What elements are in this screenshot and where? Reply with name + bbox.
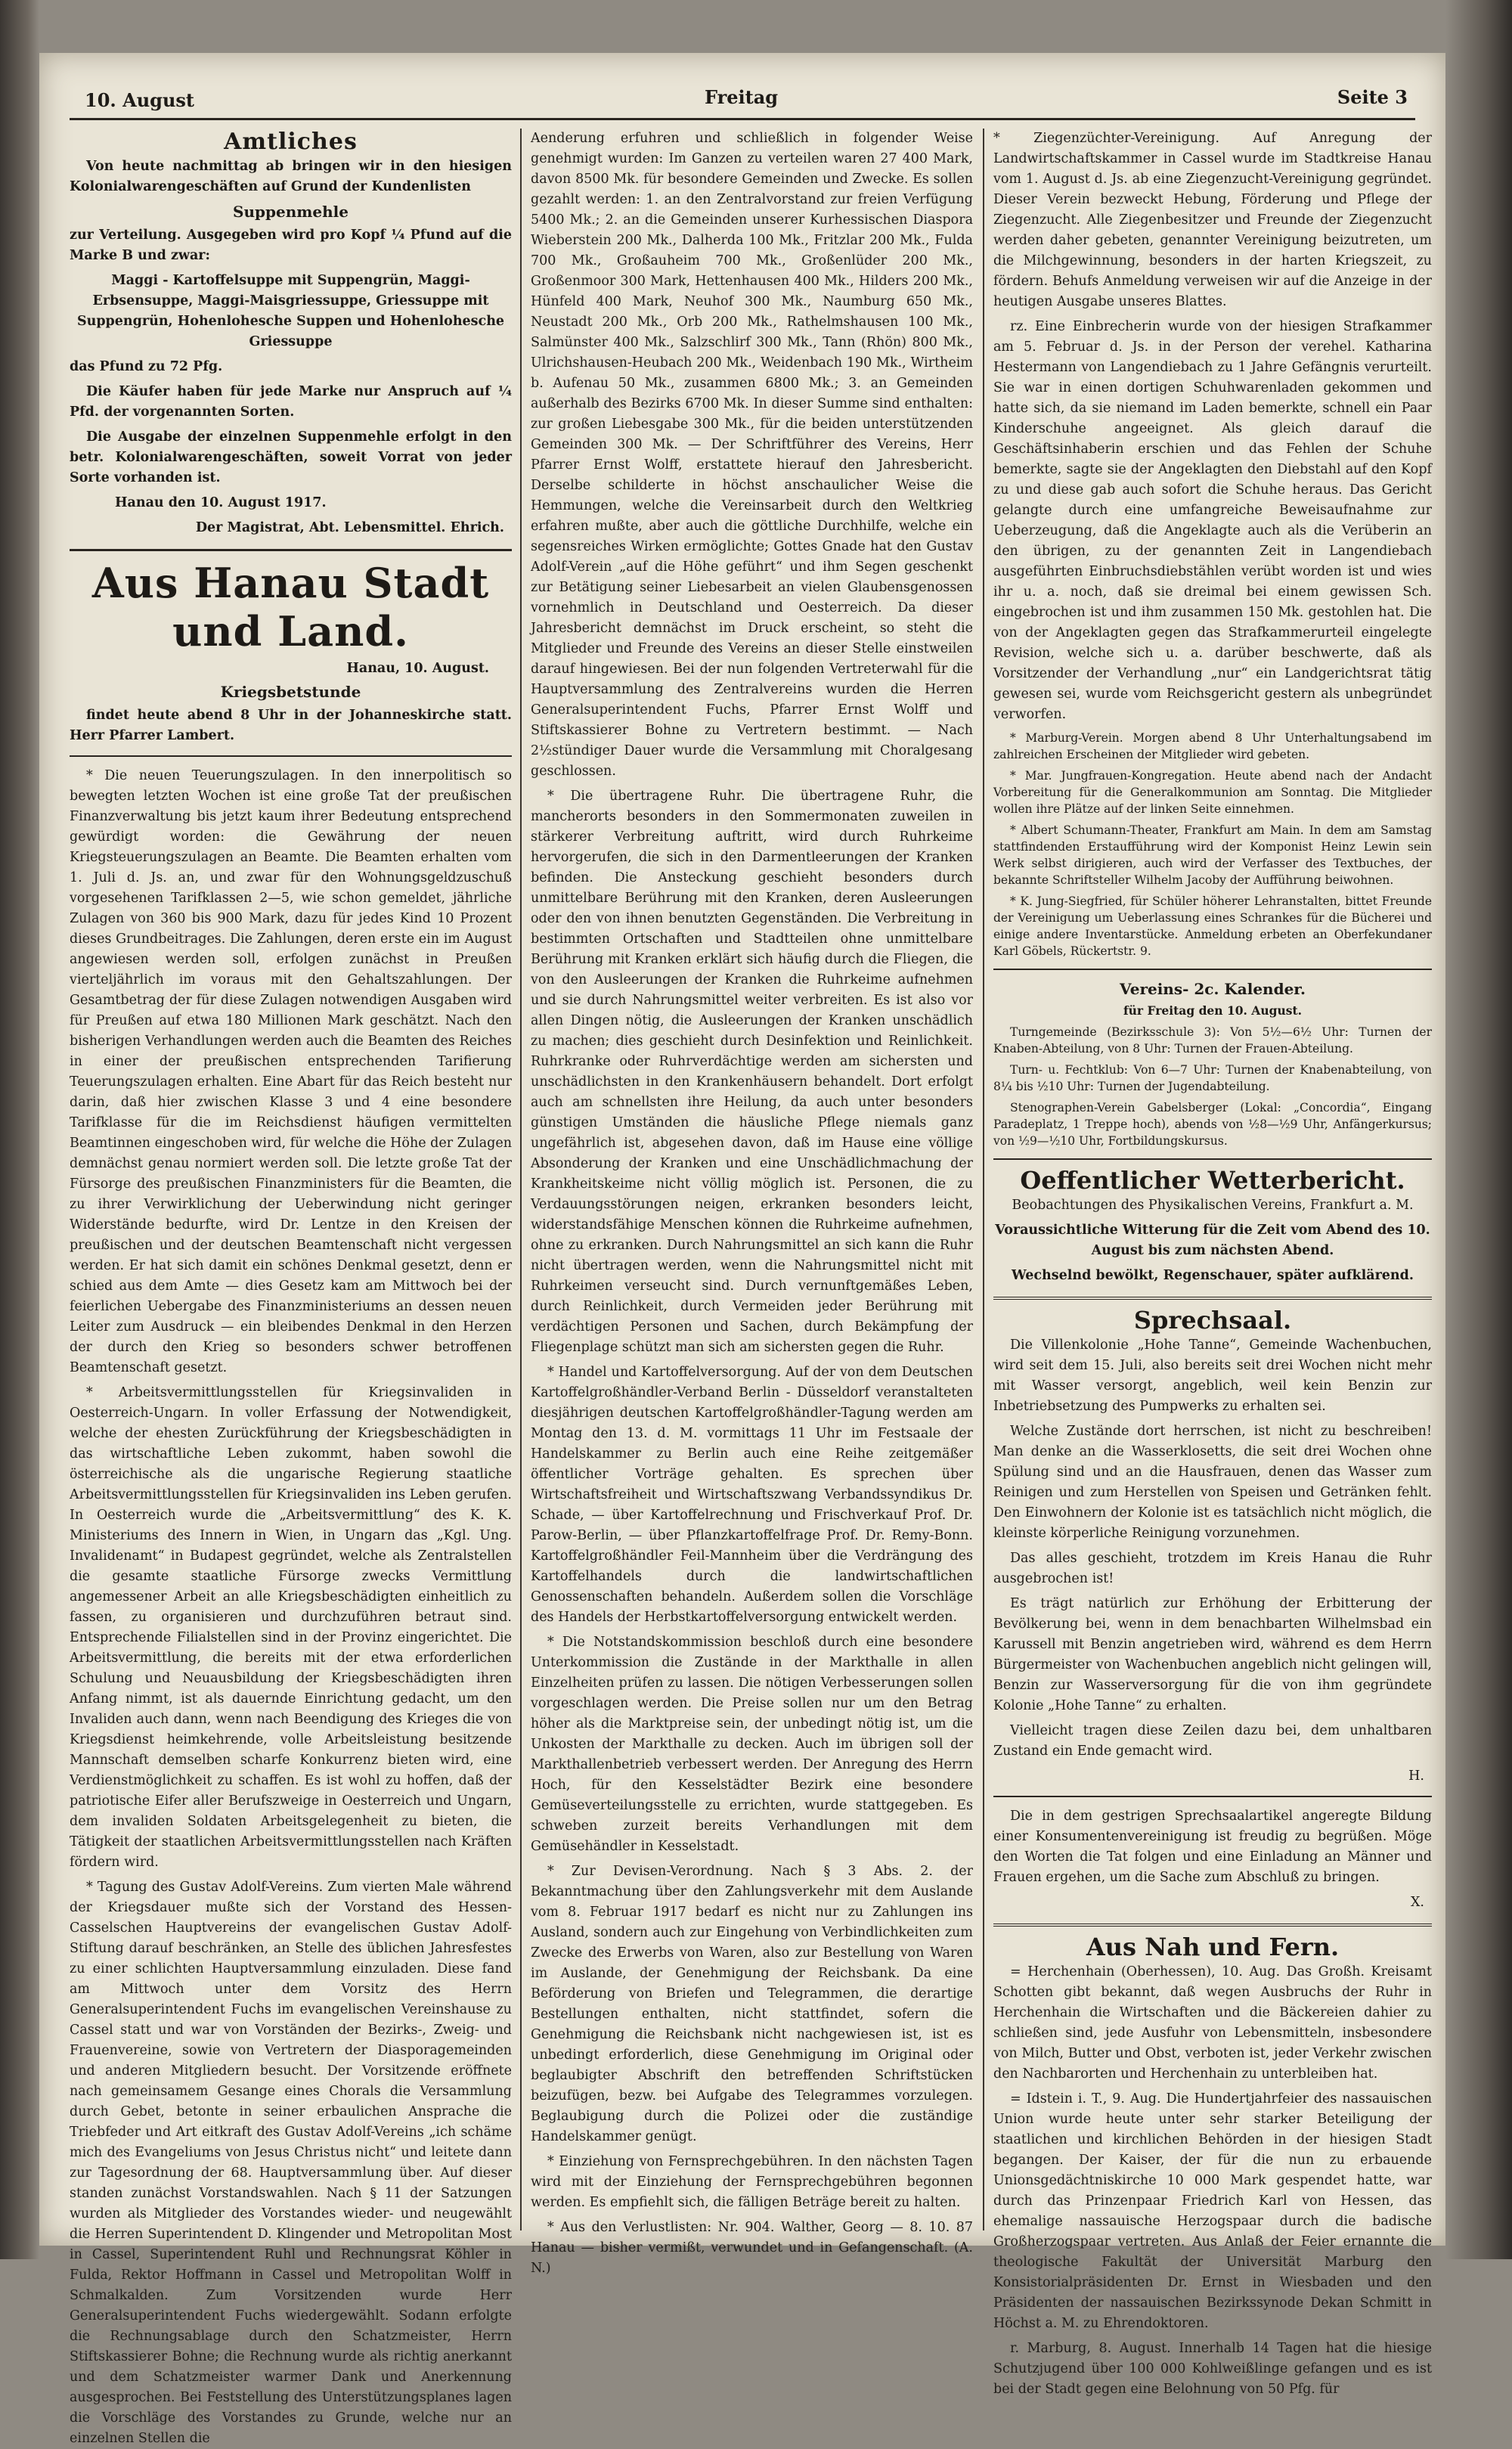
article-paragraph: * Albert Schumann-Theater, Frankfurt am Main. In dem am Samstag stattfindenden Erstaufführung wird der Komponist Heinz Lewin sein Werk selbst dirigieren, auch wird der Verfasser des Textbuches, der bekannte Schriftsteller Wilhelm Jacoby der Aufführung beiwohnen.	[993, 823, 1432, 887]
scan-gutter-right	[1445, 0, 1512, 2259]
column-3	[993, 129, 1432, 2397]
article-paragraph: rz. Eine Einbrecherin wurde von der hiesigen Strafkammer am 5. Februar d. Js. in der Person der verehel. Katharina Hestermann von Langendiebach zu 1 Jahre Gefängnis verurteilt. Sie war in einen dortigen Schuhwarenladen gekommen und hatte sich, da sie niemand im Laden bemerkte, schnell ein Paar Kinderschuhe angeeignet. Als gleich darauf die Geschäftsinhaberin erschien und das Fehlen der Schuhe bemerkte, sagte sie der Angeklagten den Diebstahl auf den Kopf zu und diese gab auch sofort die Schuhe heraus. Das Gericht gelangte durch eine umfangreiche Beweisaufnahme zur Ueberzeugung, daß die Angeklagte auch als die Verüberin an den übrigen, zu der genannten Zeit in Langendiebach ausgeführten Einbruchsdiebstählen verübt worden ist und wies ihr u. a. noch, daß sie dreimal bei einem gewissen Sch. eingebrochen ist und ihm zusammen 150 Mk. gestohlen hat. Die von der Angeklagten gegen das Strafkammerurteil eingelegte Revision, welche sich u. a. darüber beschwerte, daß als Vorsitzender der Verhandlung „nur“ ein Landgerichtsrat tätig gewesen sei, wurde vom Reichsgericht gestern als unbegründet verworfen.	[993, 319, 1432, 722]
article-paragraph: * Einziehung von Fernsprechgebühren. In den nächsten Tagen wird mit der Einziehung der Fernsprechgebühren begonnen werden. Es empfiehlt sich, die fälligen Beträge bereit zu halten.	[531, 2154, 973, 2210]
kalender-entry: Stenographen-Verein Gabelsberger (Lokal: „Concordia“, Eingang Paradeplatz, 1 Treppe hoch), abends von ½8—½9 Uhr, Anfängerkursus; von ½9—½10 Uhr, Fortbildungskursus.	[993, 1101, 1432, 1148]
article-paragraph: * Die Notstandskommission beschloß durch eine besondere Unterkommission die Zustände in der Markthalle in allen Einzelheiten prüfen zu lassen. Die nötigen Verbesserungen sollen vorgeschlagen werden. Die Preise sollen nur um den Betrag höher als die Marktpreise sein, der unbedingt nötig ist, um die Unkosten der Markthalle zu decken. Auch im übrigen soll der Markthallenbetrieb verbessert werden. Der Anregung des Herrn Hoch, für den Kesselstädter Bezirk eine besondere Gemüseverteilungsstelle zu errichten, wurde stattgegeben. Es schweben zurzeit bereits Verhandlungen mit dem Gemüsehändler in Kesselstadt.	[531, 1635, 973, 1854]
scan-gutter-left	[0, 0, 39, 2259]
newspaper-page	[39, 53, 1445, 2446]
article-paragraph: * Tagung des Gustav Adolf-Vereins. Zum vierten Male während der Kriegsdauer mußte sich der Vorstand des Hessen-Casselschen Hauptvereins der evangelischen Gustav Adolf-Stiftung darauf beschränken, an Stelle des üblichen Jahresfestes zu einer schlichten Hauptversammlung einzuladen. Diese fand am Mittwoch unter dem Vorsitz des Herrn Generalsuperintendent Fuchs im evangelischen Vereinshause zu Cassel statt und war von Vorständen der Bezirks-, Zweig- und Frauenvereine, sowie von Vertretern der Diasporagemeinden und anderen Mitgliedern besucht. Der Vorsitzende eröffnete nach gemeinsamem Gesange eines Chorals die Versammlung durch Gebet, betonte in seiner erbaulichen Ansprache die Triebfeder und Art eitkraft des Gustav Adolf-Vereins „ich schäme mich des Evangeliums von Jesus Christus nicht“ und leitete dann zur Tagesordnung der 68. Hauptversammlung über. Auf dieser standen zunächst Vorstandswahlen. Nach § 11 der Satzungen wurden als Mitglieder des Vorstandes wieder- und neugewählt die Herren Superintendent D. Klingender und Metropolitan Most in Cassel, Superintendent Ruhl und Rechnungsrat Köhler in Fulda, Rektor Hoffmann in Cassel und Metropolitan Wolff in Schmalkalden. Zum Vorsitzenden wurde Herr Generalsuperintendent Fuchs wiedergewählt. Sodann erfolgte die Rechnungsablage durch den Schatzmeister, Herrn Stiftskassierer Bohne; die Rechnung wurde als richtig anerkannt und dem Schatzmeister warmer Dank und Anerkennung ausgesprochen. Bei Feststellung des Unterstützungsplanes lagen die Vorschläge des Vorstandes zu Grunde, welche nur an einzelnen Stellen die	[70, 1880, 512, 2446]
divider	[993, 1924, 1432, 1927]
article-paragraph: Die Käufer haben für jede Marke nur Anspruch auf ¼ Pfd. der vorgenannten Sorten.	[70, 384, 512, 420]
article-heading: Kriegsbetstunde	[220, 683, 361, 701]
kalender-date: für Freitag den 10. August.	[1123, 1003, 1302, 1018]
notice-date: Hanau den 10. August 1917.	[115, 495, 327, 510]
signature: H.	[1408, 1769, 1424, 1784]
notice-signature: Der Magistrat, Abt. Lebensmittel. Ehrich.	[195, 520, 504, 535]
notice-heading: Suppenmehle	[233, 203, 349, 221]
column-1	[70, 129, 512, 2446]
article-paragraph: = Herchenhain (Oberhessen), 10. Aug. Das Großh. Kreisamt Schotten gibt bekannt, daß wegen Ausbruchs der Ruhr in Herchenhain die Wirtschaften und die Bäckereien dahier zu schließen sind, jede Ausfuhr von Lebensmitteln, insbesondere von Milch, Butter und Obst, verboten ist, jeder Verkehr zwischen den Nachbarorten und Herchenhain zu unterbleiben hat.	[993, 1964, 1432, 2082]
section-title-amtliches: Amtliches	[224, 129, 358, 155]
section-title-aus-hanau: Aus Hanau Stadt und Land.	[70, 549, 512, 656]
header-date: 10. August	[85, 89, 195, 111]
wetter-forecast: Wechselnd bewölkt, Regenschauer, später aufklärend.	[1012, 1268, 1414, 1283]
section-title-sprechsaal: Sprechsaal.	[1133, 1306, 1292, 1335]
article-paragraph: = Idstein i. T., 9. Aug. Die Hundertjahrfeier des nassauischen Union wurde heute unter sehr starker Beteiligung der staatlichen und kirchlichen Behörden in der hiesigen Stadt begangen. Der Kaiser, der für die nun zu erbauende Unionsgedächtniskirche 10 000 Mark gespendet hatte, war durch das Prinzenpaar Friedrich Karl von Hessen, das ehemalige nassauische Herzogspaar durch die badische Großherzogspaar vertreten. Aus Anlaß der Feier ernannte die theologische Fakultät der Universität Marburg den Konsistorialpräsidenten Dr. Ernst in Wiesbaden und den Präsidenten der nassauischen Bezirkssynode Dekan Schmitt in Höchst a. M. zu Ehrendoktoren.	[993, 2091, 1432, 2331]
kalender-entry: Turn- u. Fechtklub: Von 6—7 Uhr: Turnen der Knabenabteilung, von 8¼ bis ½10 Uhr: Turnen der Jugendabteilung.	[993, 1063, 1432, 1093]
article-paragraph: * Arbeitsvermittlungsstellen für Kriegsinvaliden in Oesterreich-Ungarn. In voller Erfassung der Notwendigkeit, welche der ehesten Zurückführung der Kriegsbeschädigten in das wirtschaftliche Leben zukommt, haben sowohl die österreichische als die ungarische Regierung staatliche Arbeitsvermittlungsstellen für Kriegsinvaliden ins Leben gerufen. In Oesterreich wurde die „Arbeitsvermittlung“ des K. K. Ministeriums des Innern in Wien, in Ungarn das „Kgl. Ung. Invalidenamt“ in Budapest gegründet, welche als Zentralstellen die gesamte staatliche Fürsorge zwecks Vermittlung angemessener Arbeit an alle Kriegsbeschädigten einheitlich zu fassen, zu organisieren und durchzuführen betraut sind. Entsprechende Filialstellen sind in der Provinz eingerichtet. Die Arbeitsvermittlung, die bereits mit der etwa erforderlichen Schulung und Neuausbildung der Kriegsbeschädigten ihren Anfang nimmt, ist als dauernde Einrichtung gedacht, um den Invaliden auch dann, wenn nach Beendigung des Krieges die von Kriegsdienst heimkehrende, volle Arbeitsleistung besitzende Mannschaft demselben scharfe Konkurrenz bieten wird, eine Verdienstmöglichkeit zu schaffen. Es ist wohl zu hoffen, daß der patriotische Eifer aller Berufszweige in Oesterreich und Ungarn, dem invaliden Soldaten Arbeitsgelegenheit zu bieten, die Tätigkeit der staatlichen Arbeitsvermittlungsstellen nach Kräften fördern wird.	[70, 1385, 512, 1870]
kalender-entry: Turngemeinde (Bezirksschule 3): Von 5½—6½ Uhr: Turnen der Knaben-Abteilung, von 8 Uhr: Turnen der Frauen-Abteilung.	[993, 1025, 1432, 1056]
article-paragraph: * Zur Devisen-Verordnung. Nach § 3 Abs. 2. der Bekanntmachung über den Zahlungsverkehr mit dem Auslande vom 8. Februar 1917 bedarf es nicht nur zu Zahlungen ins Ausland, sondern auch zur Eingehung von Verbindlichkeiten zum Zwecke des Erwerbs von Waren, also zur Bestellung von Waren im Auslande, der Genehmigung der Reichsbank. Da eine Beförderung von Briefen und Telegrammen, die derartige Bestellungen enthalten, nicht stattfindet, sofern die Genehmigung die Reichsbank nicht nachgewiesen ist, ist es unbedingt erforderlich, diese Genehmigung im Original oder beglaubigter Abschrift den betreffenden Schriftstücken beizufügen, bezw. bei Aufgabe des Telegrammes vorzulegen. Beglaubigung durch die Polizei oder die zuständige Handelskammer genügt.	[531, 1864, 973, 2144]
divider	[993, 1297, 1432, 1300]
wetter-source: Beobachtungen des Physikalischen Vereins, Frankfurt a. M.	[1012, 1198, 1414, 1213]
section-title-nah-und-fern: Aus Nah und Fern.	[1086, 1933, 1340, 1961]
article-paragraph: * Mar. Jungfrauen-Kongregation. Heute abend nach der Andacht Vorbereitung für die Generalkommunion am Sonntag. Die Mitglieder wollen ihre Plätze auf der linken Seite einnehmen.	[993, 769, 1432, 816]
section-title-kalender: Vereins- 2c. Kalender.	[1120, 980, 1306, 998]
divider	[993, 1158, 1432, 1160]
column-rule	[983, 129, 984, 2230]
article-paragraph: * Aus den Verlustlisten: Nr. 904. Walther, Georg — 8. 10. 87 Hanau — bisher vermißt, verwundet und in Gefangenschaft. (A. N.)	[531, 2220, 973, 2276]
article-paragraph: * Die neuen Teuerungszulagen. In den innerpolitisch so bewegten letzten Wochen ist eine große Tat der preußischen Finanzverwaltung bis jetzt kaum ihrer Bedeutung entsprechend gewürdigt worden: die Gewährung der neuen Kriegsteuerungszulagen an Beamte. Die Beamten erhalten vom 1. Juli d. Js. an, und zwar für den Wohnungsgeldzuschuß vorgesehenen Tarifklassen 2—5, wie schon gemeldet, jährliche Zulagen von 360 bis 900 Mark, dazu für jedes Kind 10 Prozent dieses Grundbeitrages. Die Zahlungen, deren erste ein im August angewiesen werden soll, erfolgen zunächst in Preußen vierteljährlich im voraus mit den Gehaltszahlungen. Der Gesamtbetrag der für diese Zulagen notwendigen Ausgaben wird für Preußen auf etwa 180 Millionen Mark geschätzt. Nach den bisherigen Verhandlungen werden auch die Beamten des Reiches in einer der preußischen entsprechenden Tarifierung Teuerungszulagen erhalten. Eine Abart für das Reich besteht nur darin, daß hier zwischen Klasse 3 und 4 eine besondere Tarifklasse für die im Reichsdienst häufigen vermittelten Beamtinnen eingeschoben wird, für welche die Höhe der Zulagen demnächst genau normiert werden soll. Die letzte große Tat der Fürsorge des preußischen Finanzministers für die Beamten, die zu ihrer Verwirklichung der Ueberwindung nicht geringer Widerstände bedurfte, wird Dr. Lentze in den Kreisen der preußischen und der deutschen Beamtenschaft nicht vergessen werden. Er hat sich damit ein schönes Denkmal gesetzt, denn er schied aus dem Amte — dies Gesetz kam am Mittwoch bei der feierlichen Uebergabe des Finanzministeriums an dessen neuen Leiter zum Ausdruck — ein bleibendes Denkmal in den Herzen der durch den Krieg so besonders schwer betroffenen Beamtenschaft gesetzt.	[70, 768, 512, 1375]
article-paragraph: * Die übertragene Ruhr. Die übertragene Ruhr, die mancherorts besonders in den Sommermonaten zuweilen in stärkerer Verbreitung auftritt, wird durch Ruhrkeime hervorgerufen, die sich in den Darmentleerungen der Kranken befinden. Die Ansteckung geschieht besonders durch unmittelbare Berührung mit den Kranken, deren Ausleerungen oder den von ihnen benutzten Gegenständen. Die Verbreitung in bestimmten Ortschaften und Stadtteilen ohne unmittelbare Berührung mit Kranken erklärt sich häufig durch die Fliegen, die von den Ausleerungen der Kranken die Ruhrkeime aufnehmen und sie durch Nahrungsmittel weiter verbreiten. Es ist also vor allen Dingen nötig, die Ausleerungen der Kranken unschädlich zu machen; dies geschieht durch Desinfektion und Reinlichkeit. Ruhrkranke oder Ruhrverdächtige werden am sichersten und unschädlichsten in den Krankenhäusern behandelt. Dort erfolgt auch am schnellsten ihre Heilung, da auch unter besonders günstigen Umständen die häusliche Pflege niemals ganz ungefährlich ist, abgesehen davon, daß im Hause eine völlige Absonderung der Kranken und eine Unschädlichmachung der Krankheitskeime nicht völlig möglich ist. Personen, die zu Verdauungsstörungen neigen, erkranken besonders leicht, widerstandsfähige Menschen können die Ruhrkeime aufnehmen, ohne zu erkranken. Durch Nahrungsmittel an sich kann die Ruhr nicht übertragen werden, wenn die Nahrungsmittel nicht mit Ruhrkeimen verseucht sind. Durch vernunftgemäßes Leben, durch Reinlichkeit, durch Vermeiden jeder Berührung mit verdächtigen Personen und Sachen, durch Bekämpfung der Fliegenplage schützt man sich am sichersten gegen die Ruhr.	[531, 789, 973, 1355]
signature: X.	[1410, 1895, 1424, 1910]
divider	[993, 1796, 1432, 1797]
article-paragraph: * Handel und Kartoffelversorgung. Auf der von dem Deutschen Kartoffelgroßhändler-Verband Berlin - Düsseldorf veranstalteten diesjährigen deutschen Kartoffelgroßhändler-Tagung werden am Montag den 13. d. M. vormittags 11 Uhr im Festsaale der Handelskammer zu Berlin auch eine Reihe zeitgemäßer öffentlicher Vorträge gehalten. Es sprechen über Wirtschaftsfreiheit und Wirtschaftszwang Verbandssyndikus Dr. Schade, — über Kartoffelrechnung und Frischverkauf Prof. Dr. Parow-Berlin, — über Pflanzkartoffelfrage Prof. Dr. Remy-Bonn. Kartoffelgroßhändler Feil-Mannheim über die Verdrängung des Kartoffelhandels durch die landwirtschaftlichen Genossenschaften behandeln. Außerdem sollen die Vorschläge des Handels der Herbstkartoffelversorgung entwickelt werden.	[531, 1365, 973, 1625]
header-day: Freitag	[705, 86, 779, 108]
article-paragraph: * Ziegenzüchter-Vereinigung. Auf Anregung der Landwirtschaftskammer in Cassel wurde im Stadtkreise Hanau vom 1. August d. Js. ab eine Ziegenzucht-Vereinigung gegründet. Dieser Verein bezweckt Hebung, Förderung und Pflege der Ziegenzucht. Alle Ziegenbesitzer und Freunde der Ziegenzucht werden daher gebeten, genannter Vereinigung beizutreten, um die Milchgewinnung, besonders in der harten Kriegszeit, zu fördern. Behufs Anmeldung verweisen wir auf die Anzeige in der heutigen Ausgabe unseres Blattes.	[993, 131, 1432, 309]
divider	[993, 969, 1432, 970]
article-paragraph: * Marburg-Verein. Morgen abend 8 Uhr Unterhaltungsabend im zahlreichen Erscheinen der Mitglieder wird gebeten.	[993, 731, 1432, 761]
article-paragraph: zur Verteilung. Ausgegeben wird pro Kopf ¼ Pfund auf die Marke B und zwar:	[70, 228, 512, 263]
article-paragraph: Welche Zustände dort herrschen, ist nicht zu beschreiben! Man denke an die Wasserklosetts, die seit drei Wochen ohne Spülung sind und an die Hausfrauen, denen das Wasser zum Reinigen und zum Herstellen von Speisen und Getränken fehlt. Den Einwohnern der Kolonie ist es tatsächlich nicht möglich, die kleinste körperliche Reinigung vorzunehmen.	[993, 1424, 1432, 1541]
page-header	[70, 76, 1415, 120]
article-paragraph: Das alles geschieht, trotzdem im Kreis Hanau die Ruhr ausgebrochen ist!	[993, 1551, 1432, 1586]
article-paragraph: Die Villenkolonie „Hohe Tanne“, Gemeinde Wachenbuchen, wird seit dem 15. Juli, also bereits seit drei Wochen nicht mehr mit Wasser versorgt, angeblich, weil kein Benzin zur Inbetriebsetzung des Pumpwerks zu erhalten sei.	[993, 1338, 1432, 1414]
article-paragraph: findet heute abend 8 Uhr in der Johanneskirche statt. Herr Pfarrer Lambert.	[70, 708, 512, 743]
article-paragraph: Es trägt natürlich zur Erhöhung der Erbitterung der Bevölkerung bei, wenn in dem benachbarten Wilhelmsbad ein Karussell mit Benzin angetrieben wird, während es dem Herrn Bürgermeister von Wachenbuchen angeblich nicht gelingen will, Benzin zur Wasserversorgung für die von ihm gegründete Kolonie „Hohe Tanne“ zu erhalten.	[993, 1596, 1432, 1713]
article-paragraph: * K. Jung-Siegfried, für Schüler höherer Lehranstalten, bittet Freunde der Vereinigung um Ueberlassung eines Schrankes für die Bücherei und einige andere Inventarstücke. Anmeldung erbeten an Oberfekundaner Karl Göbels, Rückertstr. 9.	[993, 894, 1432, 958]
article-paragraph: Maggi - Kartoffelsuppe mit Suppengrün, Maggi-Erbsensuppe, Maggi-Maisgriessuppe, Griessuppe mit Suppengrün, Hohenlohesche Suppen und Hohenlohesche Griessuppe	[76, 273, 505, 349]
column-rule	[520, 129, 522, 2230]
article-paragraph: Von heute nachmittag ab bringen wir in den hiesigen Kolonialwarengeschäften auf Grund der Kundenlisten	[70, 159, 512, 194]
wetter-forecast-heading: Voraussichtliche Witterung für die Zeit vom Abend des 10. August bis zum nächsten Abend.	[995, 1223, 1430, 1258]
divider	[70, 755, 512, 757]
article-paragraph: Die in dem gestrigen Sprechsaalartikel angeregte Bildung einer Konsumentenvereinigung ist freudig zu begrüßen. Möge den Worten die Tat folgen und eine Einladung an Männer und Frauen ergehen, um die Sache zum Abschluß zu bringen.	[993, 1809, 1432, 1885]
article-paragraph: r. Marburg, 8. August. Innerhalb 14 Tagen hat die hiesige Schutzjugend über 100 000 Kohlweißlinge gefangen und es ist bei der Stadt gegen eine Belohnung von 50 Pfg. für	[993, 2341, 1432, 2397]
article-paragraph: Aenderung erfuhren und schließlich in folgender Weise genehmigt wurden: Im Ganzen zu verteilen waren 27 400 Mark, davon 8500 Mk. für besondere Gemeinden und Zwecke. Es sollen gezahlt werden: 1. an den Zentralvorstand zur freien Verfügung 5400 Mk.; 2. an die Gemeinden unserer Kurhessischen Diaspora Wieberstein 200 Mk., Dalherda 100 Mk., Fritzlar 200 Mk., Fulda 700 Mk., Großauheim 700 Mk., Großenlüder 200 Mk., Großenmoor 300 Mark, Hettenhausen 400 Mk., Hilders 200 Mk., Hünfeld 400 Mark, Neuhof 300 Mk., Naumburg 650 Mk., Neustadt 200 Mk., Orb 200 Mk., Rathelmshausen 100 Mk., Salmünster 400 Mk., Salzschlirf 300 Mk., Tann (Rhön) 800 Mk., Ulrichshausen-Heubach 200 Mk., Weidenbach 190 Mk., Wirtheim b. Aufenau 50 Mk., zusammen 6800 Mk.; 3. an Gemeinden außerhalb des Bezirks 6700 Mk. In dieser Summe sind enthalten: zur großen Liebesgabe 300 Mk., für die beiden unterstützenden Gemeinden 300 Mk. — Der Schriftführer des Vereins, Herr Pfarrer Ernst Wolff, erstattete hierauf den Jahresbericht. Derselbe schilderte in höchst anschaulicher Weise die Hemmungen, welche die Vereinsarbeit durch den Weltkrieg erfahren mußte, aber auch die göttliche Durchhilfe, welche ein segensreiches Wirken ermöglichte; Gottes Gnade hat den Gustav Adolf-Verein „auf die Höhe geführt“ und ihm Segen geschenkt zur Betätigung seiner Liebesarbeit an vielen Glaubensgenossen vornehmlich in Deutschland und Oesterreich. Da dieser Jahresbericht demnächst im Druck erscheint, so steht die Mitglieder und Freunde des Vereins an dieser Stelle einstweilen darauf hingewiesen. Bei der nun folgenden Vertreterwahl für die Hauptversammlung des Zentralvereins wurden die Herren Generalsuperintendent Fuchs, Pfarrer Ernst Wolff und Stiftskassierer Bohne zu Vertretern bestimmt. — Nach 2½stündiger Dauer wurde die Versammlung mit Choralgesang geschlossen.	[531, 131, 973, 779]
article-paragraph: Die Ausgabe der einzelnen Suppenmehle erfolgt in den betr. Kolonialwarengeschäften, soweit Vorrat von jeder Sorte vorhanden ist.	[70, 429, 512, 485]
article-paragraph: Vielleicht tragen diese Zeilen dazu bei, dem unhaltbaren Zustand ein Ende gemacht wird.	[993, 1723, 1432, 1759]
dateline: Hanau, 10. August.	[346, 661, 489, 676]
article-paragraph: das Pfund zu 72 Pfg.	[70, 359, 223, 374]
column-2	[531, 129, 973, 2276]
section-title-wetter: Oeffentlicher Wetterbericht.	[1020, 1166, 1405, 1195]
header-page-number: Seite 3	[1337, 86, 1408, 108]
